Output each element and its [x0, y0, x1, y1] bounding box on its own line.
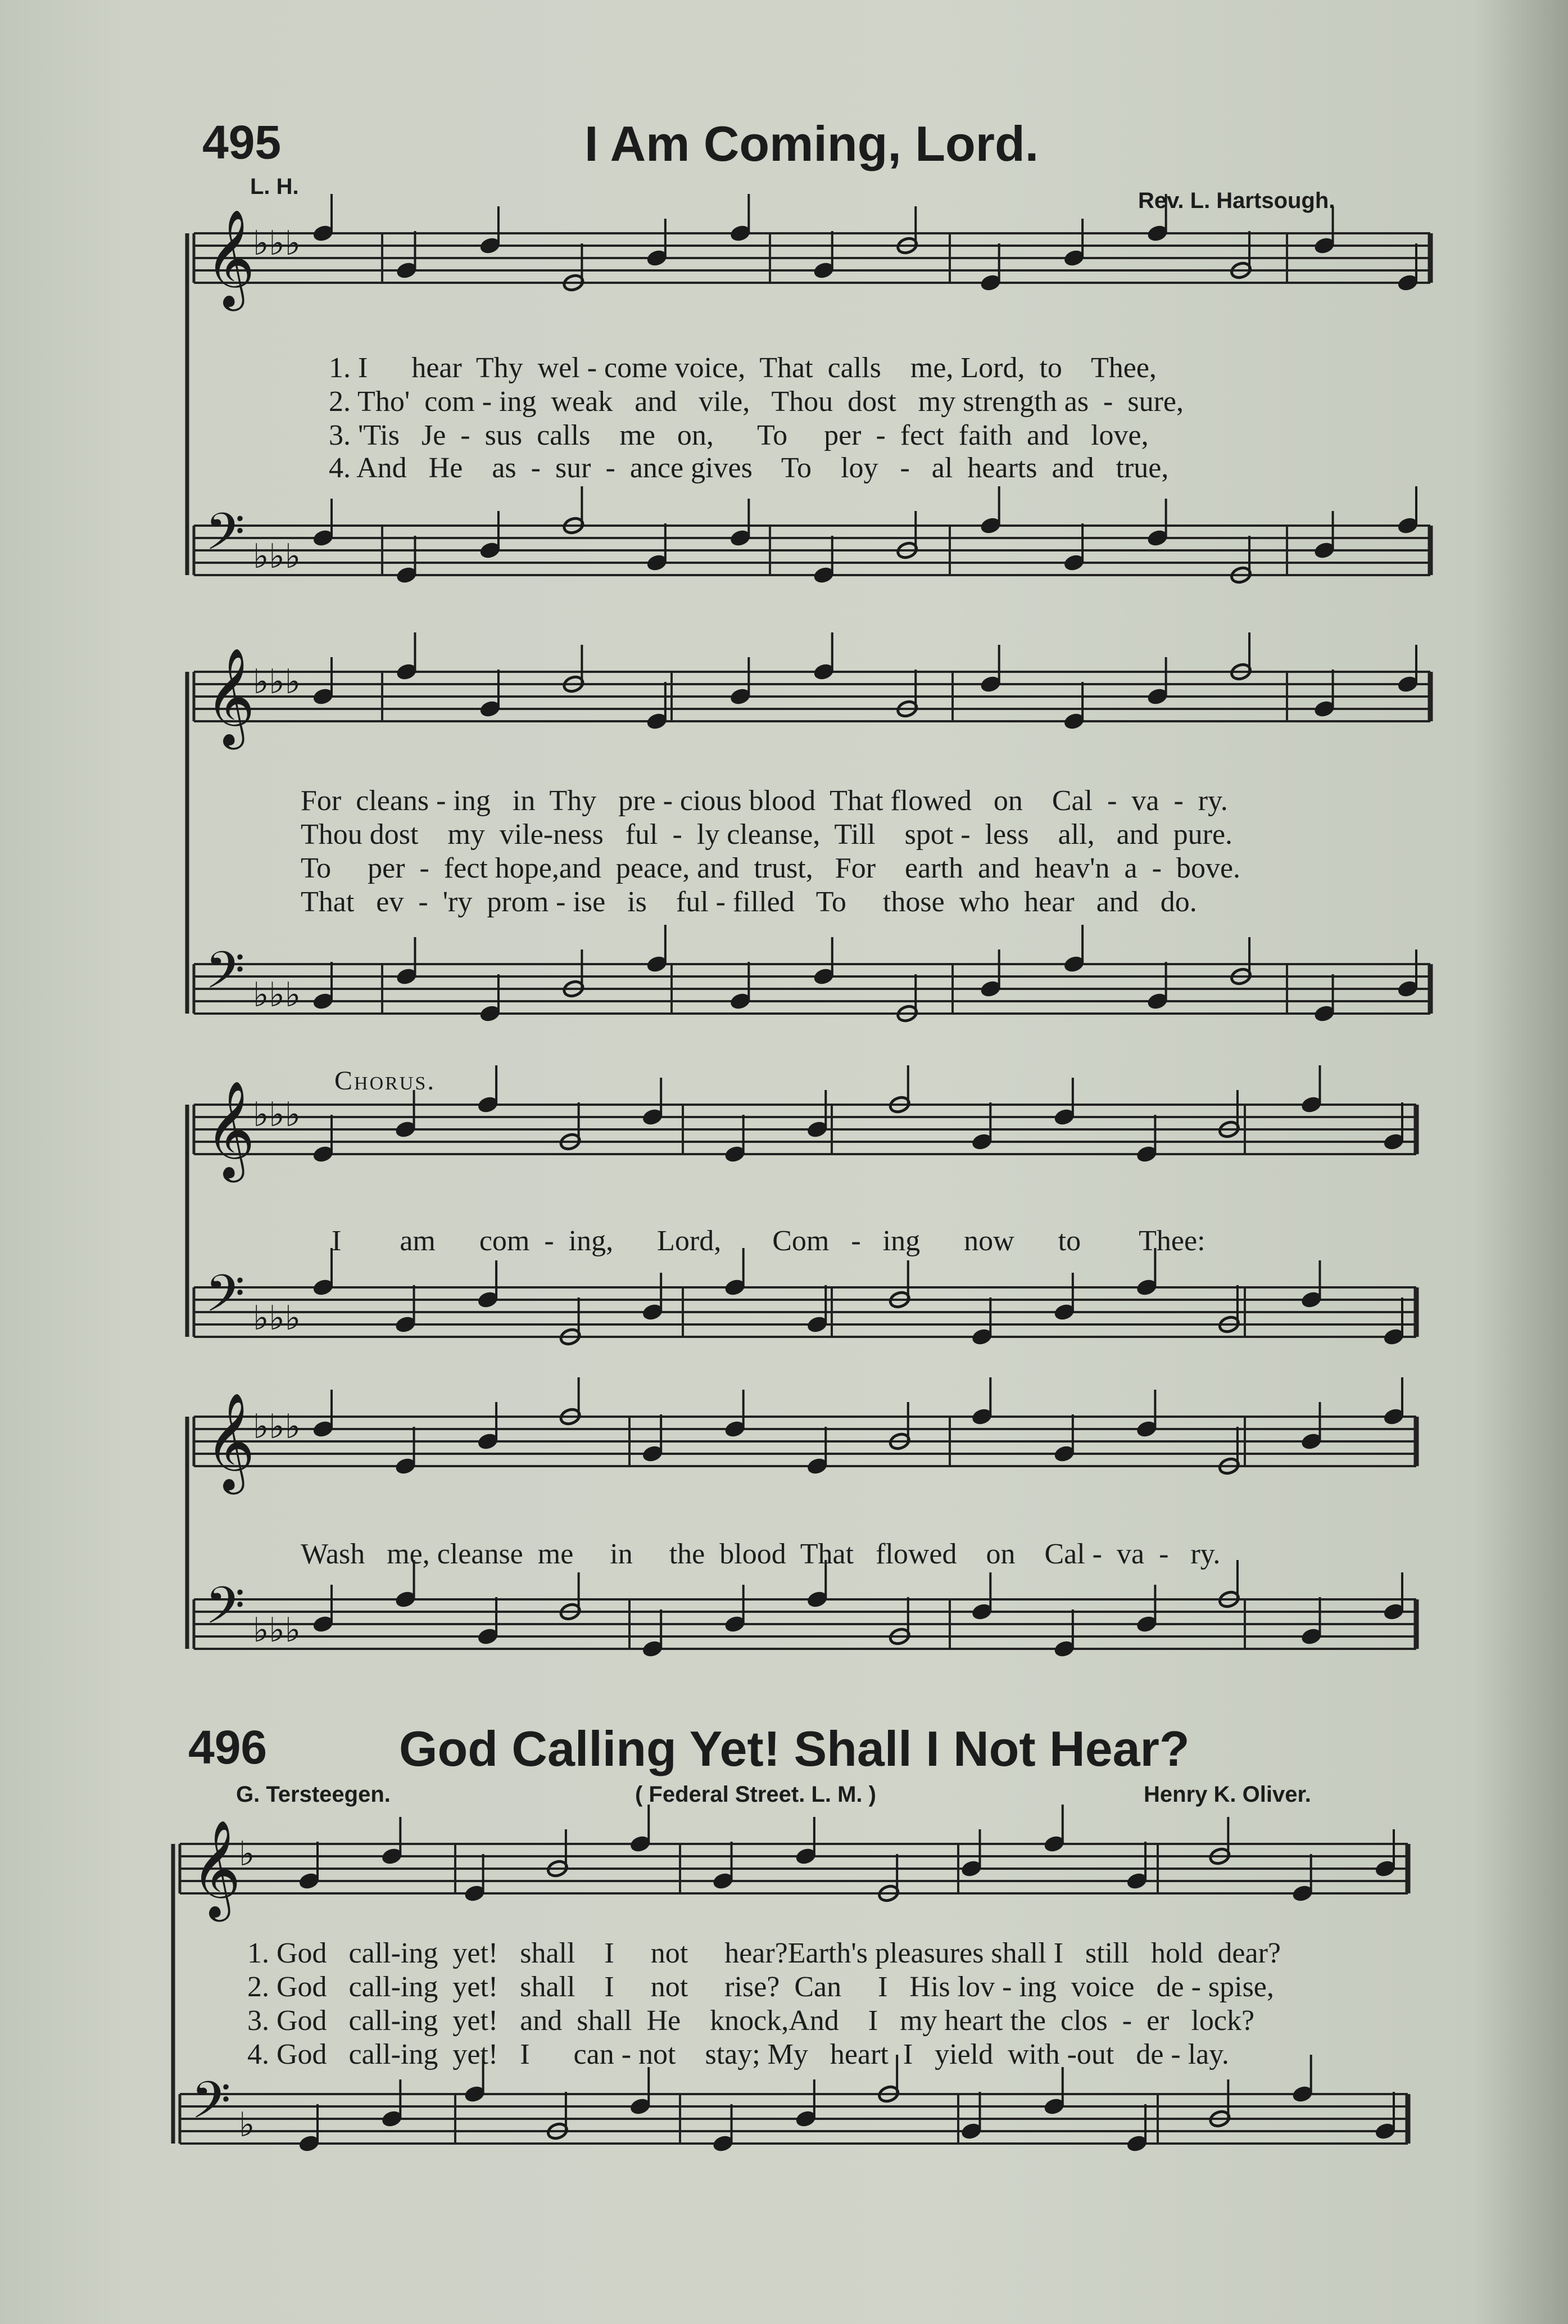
svg-text:𝄞: 𝄞: [205, 1392, 255, 1490]
svg-text:♭♭♭: ♭♭♭: [253, 1095, 301, 1134]
verse-line: 1. God call-ing yet! shall I not hear?Earth's pleasures shall I still hold dear?: [247, 1937, 1281, 1969]
svg-text:♭♭♭: ♭♭♭: [253, 1299, 301, 1338]
credit-middle: ( Federal Street. L. M. ): [635, 1782, 876, 1807]
svg-text:𝄢: 𝄢: [205, 1264, 245, 1336]
credit-left: G. Tersteegen.: [236, 1782, 391, 1807]
svg-text:♭♭♭: ♭♭♭: [253, 1407, 301, 1446]
svg-text:♭♭♭: ♭♭♭: [253, 975, 301, 1015]
svg-text:𝄞: 𝄞: [205, 1080, 255, 1178]
credit-left: L. H.: [250, 174, 299, 199]
verse-line: That ev - 'ry prom - ise is ful - filled To those who hear and do.: [301, 886, 1197, 918]
hymn-number: 496: [188, 1721, 268, 1774]
chorus-line: Wash me, cleanse me in the blood That flowed on Cal - va - ry.: [301, 1538, 1221, 1570]
svg-text:♭♭♭: ♭♭♭: [253, 224, 301, 263]
svg-text:𝄞: 𝄞: [205, 209, 255, 307]
credit-right: Henry K. Oliver.: [1144, 1782, 1311, 1807]
svg-text:♭♭♭: ♭♭♭: [253, 1611, 301, 1650]
svg-text:𝄢: 𝄢: [205, 941, 245, 1012]
svg-text:𝄢: 𝄢: [205, 502, 245, 574]
hymn-title: God Calling Yet! Shall I Not Hear?: [399, 1721, 1190, 1776]
svg-text:𝄞: 𝄞: [205, 648, 255, 745]
svg-text:𝄢: 𝄢: [191, 2070, 231, 2142]
svg-text:♭♭♭: ♭♭♭: [253, 662, 301, 702]
verse-line: 1. I hear Thy wel - come voice, That calls me, Lord, to Thee,: [329, 352, 1157, 384]
hymn-number: 495: [202, 116, 282, 169]
svg-text:♭♭♭: ♭♭♭: [253, 537, 301, 576]
verse-line: For cleans - ing in Thy pre - cious blood That flowed on Cal - va - ry.: [301, 785, 1228, 817]
svg-text:♭: ♭: [239, 2105, 255, 2145]
svg-text:♭: ♭: [239, 1834, 255, 1874]
verse-line: To per - fect hope,and peace, and trust, For earth and heav'n a - bove.: [301, 852, 1241, 884]
verse-line: 4. God call-ing yet! I can - not stay; My heart I yield with -out de - lay.: [247, 2038, 1229, 2070]
chorus-label: Chorus.: [334, 1066, 436, 1096]
verse-line: 2. Tho' com - ing weak and vile, Thou dost my strength as - sure,: [329, 386, 1184, 418]
verse-line: 3. God call-ing yet! and shall He knock,And I my heart the clos - er lock?: [247, 2005, 1255, 2037]
hymn-title: I Am Coming, Lord.: [584, 116, 1039, 171]
verse-line: 3. 'Tis Je - sus calls me on, To per - fect faith and love,: [329, 419, 1149, 451]
verse-line: Thou dost my vile-ness ful - ly cleanse, Till spot - less all, and pure.: [301, 819, 1233, 851]
verse-line: 4. And He as - sur - ance gives To loy - al hearts and true,: [329, 452, 1169, 484]
credit-right: Rev. L. Hartsough.: [1138, 188, 1335, 213]
svg-text:𝄞: 𝄞: [191, 1820, 241, 1918]
svg-text:𝄢: 𝄢: [205, 1576, 245, 1648]
verse-line: 2. God call-ing yet! shall I not rise? Can I His lov - ing voice de - spise,: [247, 1971, 1274, 2003]
chorus-line: I am com - ing, Lord, Com - ing now to Thee:: [332, 1225, 1206, 1257]
